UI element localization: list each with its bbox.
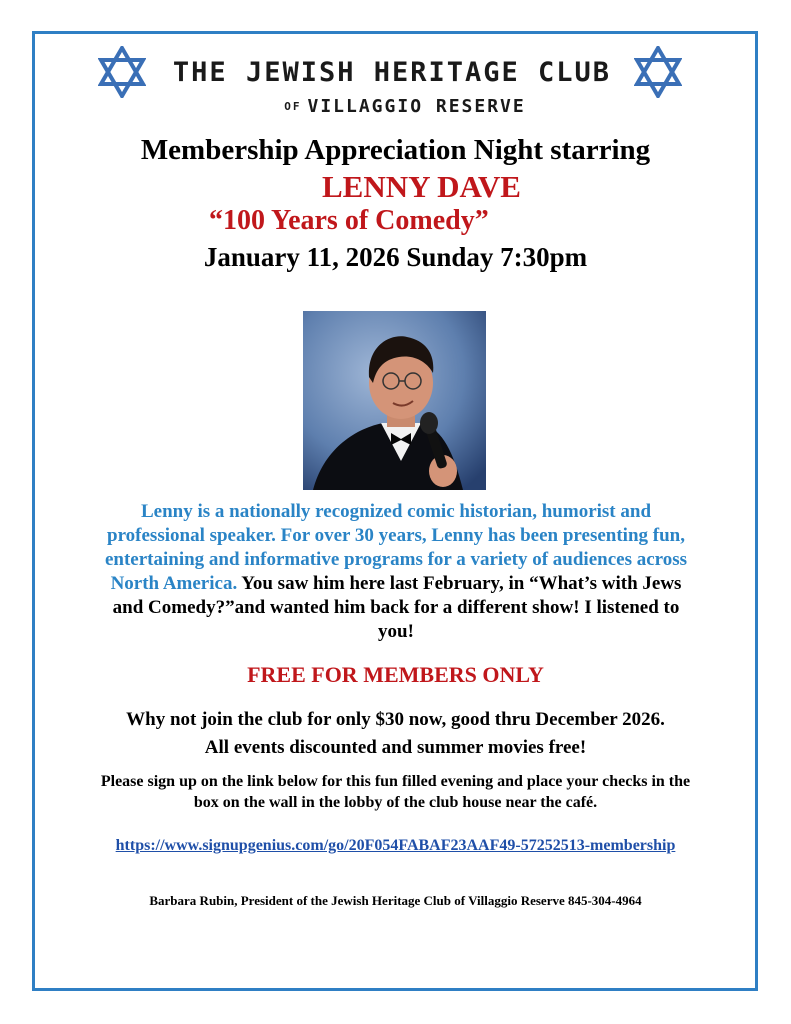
- description-black-text: You saw him here last February, in “What’s with Jews and Comedy?”and wanted him back for a different show! I listened to you!: [112, 573, 682, 642]
- show-title: “100 Years of Comedy”: [209, 205, 489, 236]
- star-of-david-icon-right: [634, 46, 682, 98]
- event-heading: Membership Appreciation Night starring: [140, 134, 651, 166]
- club-location: [240, 96, 570, 118]
- star-of-david-icon-left: [98, 46, 146, 98]
- club-of-label: OF: [284, 100, 302, 113]
- performer-name: LENNY DAVE: [322, 169, 521, 204]
- club-location-text: VILLAGGIO RESERVE: [307, 96, 526, 117]
- performer-photo: [303, 311, 486, 490]
- performer-description: [95, 500, 697, 644]
- event-date-time: January 11, 2026 Sunday 7:30pm: [203, 242, 588, 272]
- club-name: THE JEWISH HERITAGE CLUB: [172, 57, 612, 88]
- free-members-notice: FREE FOR MEMBERS ONLY: [247, 662, 544, 687]
- join-line-2: All events discounted and summer movies free!: [204, 737, 587, 758]
- signup-link[interactable]: https://www.signupgenius.com/go/20F054FABAF23AAF49-57252513-membership: [115, 837, 676, 854]
- footer-contact: Barbara Rubin, President of the Jewish Heritage Club of Villaggio Reserve 845-304-4964: [149, 893, 642, 908]
- signup-instructions: Please sign up on the link below for this fun filled evening and place your checks in the box on the wall in the lobby of the club house near the café.: [100, 773, 691, 811]
- description-blue-text: Lenny is a nationally recognized comic historian, humorist and professional speaker. For over 30 years, Lenny has been presenting fun, entertaining and informative programs for a variety of audiences across North America.: [104, 501, 688, 594]
- join-club-text: [0, 706, 791, 762]
- join-line-1: Why not join the club for only $30 now, good thru December 2026.: [126, 709, 665, 730]
